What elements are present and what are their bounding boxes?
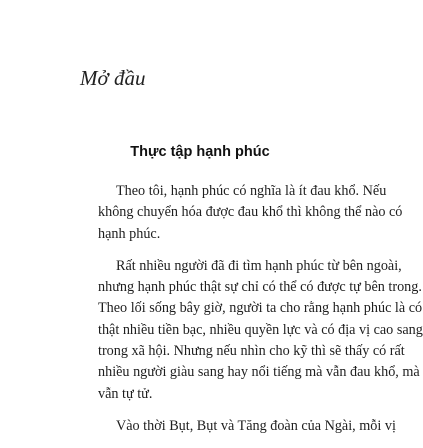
text-line: Theo tôi, hạnh phúc có nghĩa là ít đau khổ. Nếu bbox=[116, 183, 387, 199]
section-title: Thực tập hạnh phúc bbox=[130, 144, 270, 160]
text-line: hạnh phúc. bbox=[98, 225, 161, 242]
paragraph bbox=[80, 416, 396, 437]
chapter-title: Mở đầu bbox=[80, 66, 146, 90]
text-line: vẫn tự tử. bbox=[98, 385, 153, 402]
paragraph bbox=[80, 181, 403, 245]
text-line: Theo lối sống bây giờ, người ta cho rằng hạnh phúc là có bbox=[98, 300, 423, 317]
body-text bbox=[80, 181, 423, 448]
paragraph bbox=[80, 256, 423, 405]
text-line: Vào thời Bụt, Bụt và Tăng đoàn của Ngài, mỗi vị bbox=[116, 417, 396, 434]
text-line: thật nhiều tiền bạc, nhiều quyền lực và có địa vị cao sang bbox=[98, 321, 423, 338]
text-line: không chuyển hóa được đau khổ thì không thể nào có bbox=[98, 204, 403, 221]
text-line: nhiều người giàu sang hay nổi tiếng mà vẫn đau khổ, mà bbox=[98, 364, 420, 381]
text-line: nhưng hạnh phúc thật sự chỉ có thể có được tự bên trong. bbox=[98, 279, 422, 296]
text-line: trong xã hội. Nhưng nếu nhìn cho kỹ thì sẽ thấy có rất bbox=[98, 343, 405, 360]
text-line: Rất nhiều người đã đi tìm hạnh phúc từ bên ngoài, bbox=[116, 257, 402, 274]
